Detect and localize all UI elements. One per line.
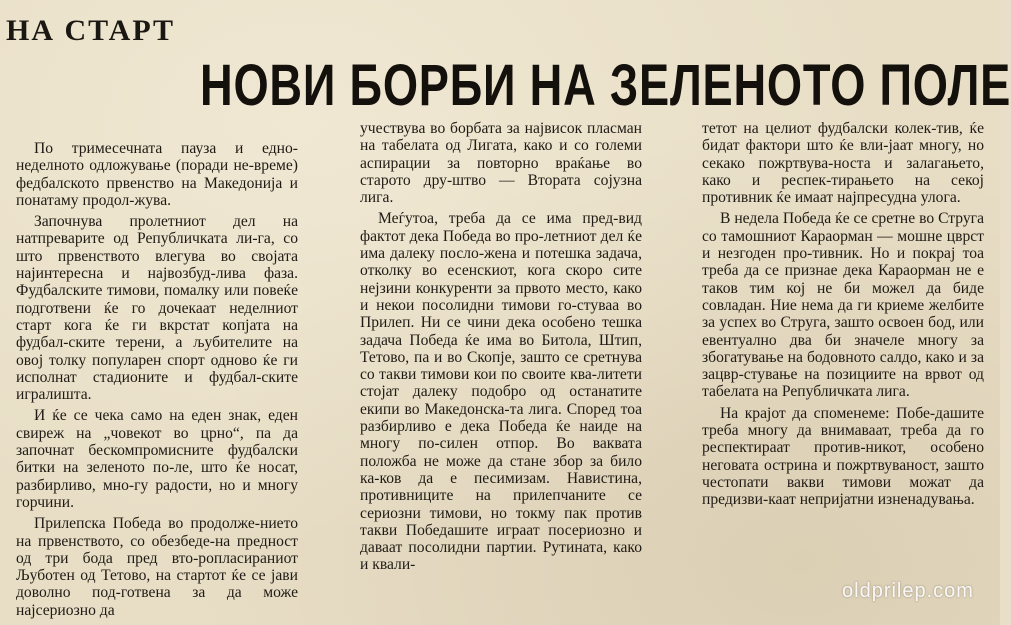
paragraph: На крајот да споменеме: Побе-дашите треба многу да внимаваат, треба да го респектираат против-никот, особено неговата острина и пожртвуваност, зашто честопати вакви тимови можат да предизви-каат непријатни изненадувања.: [702, 404, 984, 509]
paragraph: Започнува пролетниот дел на натпреварите од Републичката ли-га, со што првенството влегува во својата најинтересна и највозбуд-лива фаза. Фудбалските тимови, помалку или повеќе подготвени ќе го дочекаат неделниот старт кога ќе ги вкрстат копјата на фудбал-ските терени, а љубителите на овој толку популарен спорт одново ќе ги исполнат стадионите и фудбал-ските игралишта.: [16, 213, 298, 404]
paragraph: По тримесечната пауза и едно-неделното одложување (поради не-време) федбалското првенство на Македонија и понатаму продол-жува.: [16, 140, 298, 209]
site-watermark: oldprilep.com: [842, 580, 974, 602]
paragraph: тетот на целиот фудбалски колек-тив, ќе бидат фактори што ќе вли-јаат многу, но секако пожртвува-носта и залагањето, како и респек-тирањето на секој противник ќе имаат најпресудна улога.: [702, 120, 984, 207]
paragraph: В недела Победа ќе се сретне во Струга со тамошниот Караорман — мошне цврст и незгоден про-тивник. Но и покрај тоа треба да се признае дека Караорман не е таков тим кој не би можел да биде совладан. Ние нема да ги криеме желбите за успех во Струга, зашто освоен бод, или евентуално два би значеле многу за збогатување на бодовното салдо, како и за зацвр-стување на позициите на врвот од табелата на Републичката лига.: [702, 210, 984, 401]
article-column-2: [360, 120, 642, 606]
paragraph: И ќе се чека само на еден знак, еден свиреж на „човекот во црно“, па да започнат бескомпромисните фудбалски битки на зеленото по-ле, што ќе носат, разбирливо, мно-гу радости, но и многу горчини.: [16, 407, 298, 511]
paragraph: Меѓутоа, треба да се има пред-вид фактот дека Победа во про-летниот дел ќе има далеку посло-жена и потешка задача, отколку во есенскиот, кога скоро сите нејзини конкуренти за првото место, како и некои посолидни тимови го-стуваа во Прилеп. Ни се чини дека особено тешка задача Победа ќе има во Битола, Штип, Тетово, па и во Скопје, зашто се сретнува со такви тимови кои по своите ква-литети стојат далеку подобро од останатите екипи во Македонска-та лига. Според тоа разбирливо е дека Победа ќе наиде на многу по-силен отпор. Во ваквата положба не може да стане збор за било ка-ков да е песимизам. Навистина, противниците на прилепчаните се сериозни тимови, но токму пак против такви Победашите играат посериозно и даваат посолидни партии. Рутината, како и квали-: [360, 210, 642, 574]
article-column-3: [702, 120, 984, 606]
paragraph: Прилепска Победа во продолже-нието на првенството, со обезбеде-на предност од три бода пред вто-ропласираниот Љуботен од Тетово, на стартот ќе се јави доволно под-готвена за да може најсериозно да: [16, 515, 298, 619]
article-headline: НОВИ БОРБИ НА ЗЕЛЕНОТО ПОЛЕ: [200, 53, 1011, 118]
article-column-1: [16, 140, 298, 619]
section-rubric: НА СТАРТ: [6, 14, 176, 47]
paragraph: учествува во борбата за највисок пласман на табелата од Лигата, како и со големи аспирации за повторно враќање во старото дру-штво — Втората сојузна лига.: [360, 120, 642, 207]
